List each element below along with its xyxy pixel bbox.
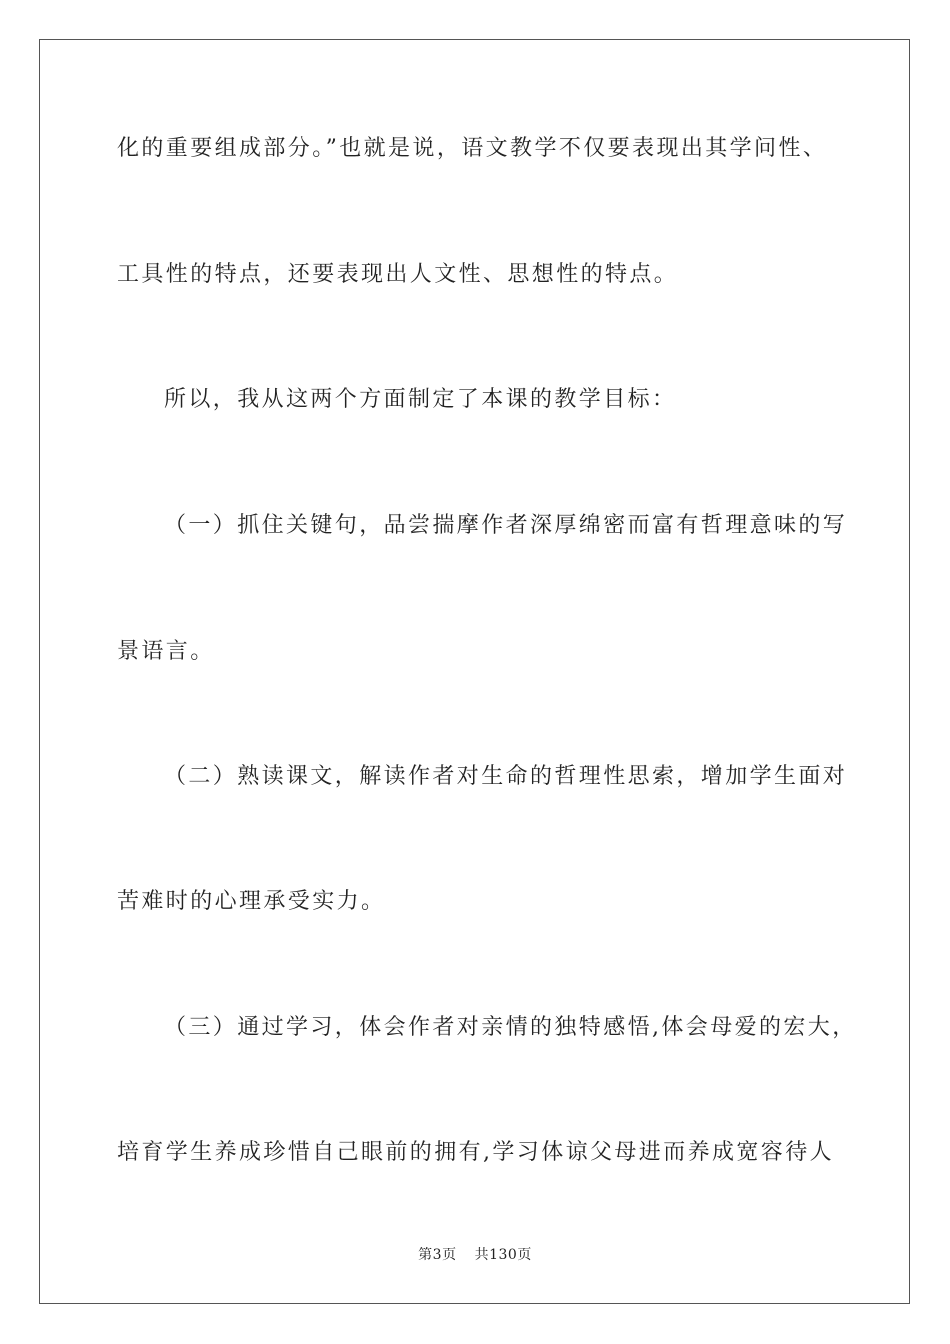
body-line-4: （一）抓住关键句，品尝揣摩作者深厚绵密而富有哲理意味的写	[164, 513, 848, 538]
page-footer	[0, 1246, 950, 1264]
body-line-9: 培育学生养成珍惜自己眼前的拥有,学习体谅父母进而养成宽容待人	[117, 1140, 834, 1165]
body-line-7: 苦难时的心理承受实力。	[117, 889, 386, 914]
page-number: 第3页	[418, 1247, 457, 1263]
body-line-3: 所以，我从这两个方面制定了本课的教学目标：	[164, 387, 677, 412]
body-line-8: （三）通过学习，体会作者对亲情的独特感悟,体会母爱的宏大，	[164, 1015, 857, 1040]
body-line-6: （二）熟读课文，解读作者对生命的哲理性思索，增加学生面对	[164, 764, 848, 789]
page-border	[39, 39, 910, 1304]
body-line-2: 工具性的特点，还要表现出人文性、思想性的特点。	[117, 262, 679, 287]
page-total: 共130页	[474, 1247, 532, 1263]
body-line-5: 景语言。	[117, 639, 215, 664]
body-line-1: 化的重要组成部分。”也就是说，语文教学不仅要表现出其学问性、	[117, 136, 828, 161]
